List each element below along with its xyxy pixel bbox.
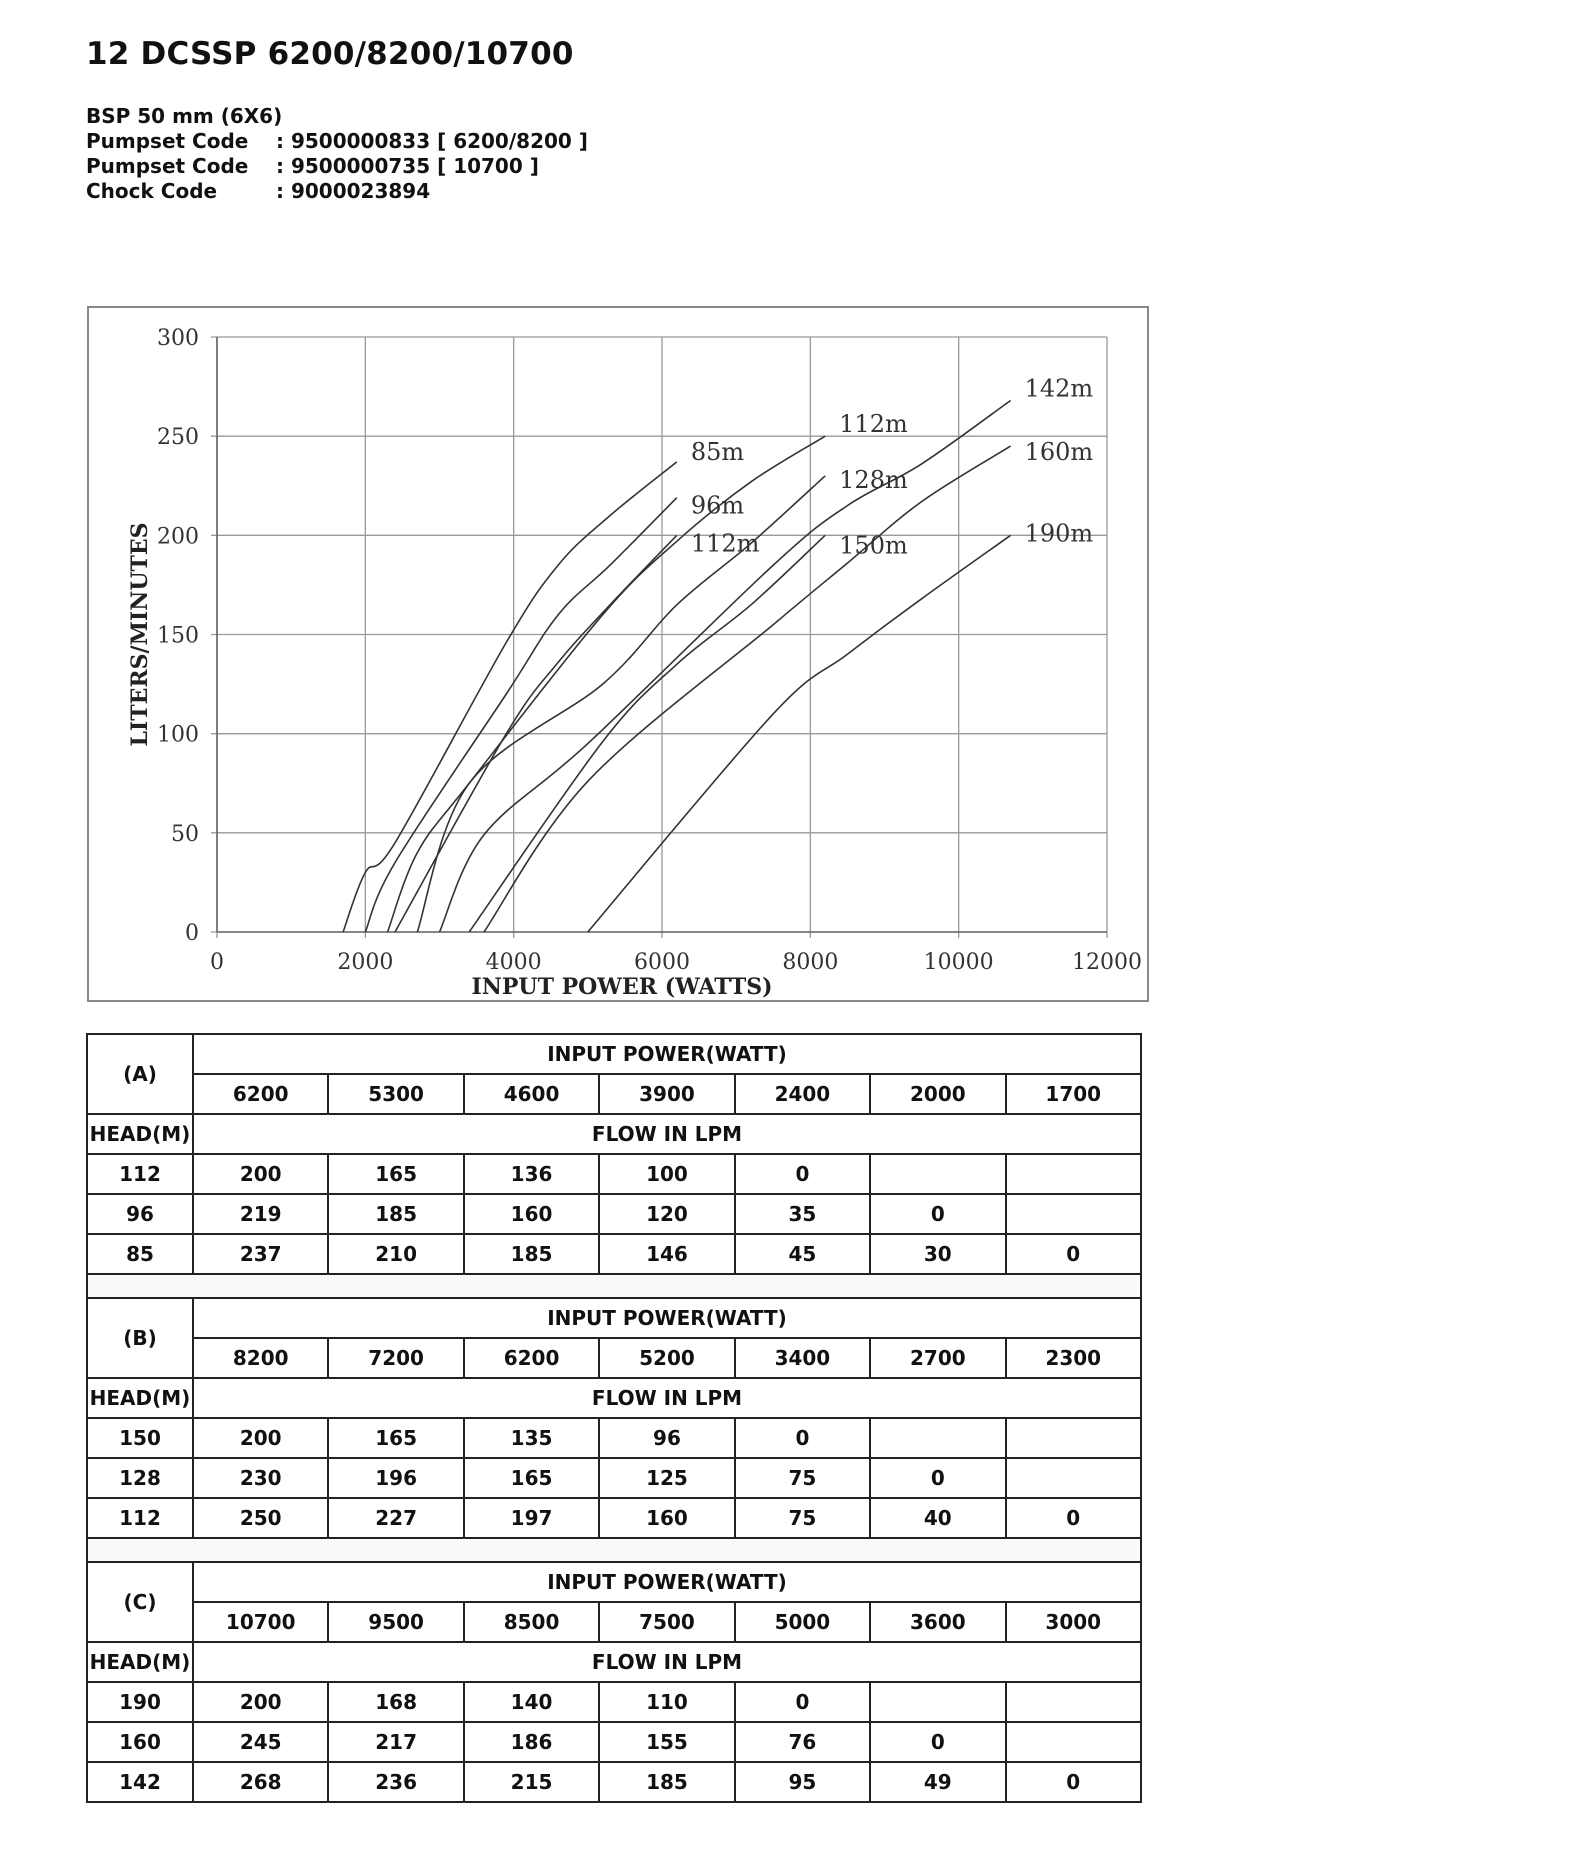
series-line bbox=[417, 476, 825, 932]
power-value: 8500 bbox=[464, 1602, 599, 1642]
power-value: 5000 bbox=[735, 1602, 870, 1642]
flow-value: 165 bbox=[464, 1458, 599, 1498]
flow-value: 0 bbox=[1006, 1498, 1141, 1538]
flow-value: 196 bbox=[328, 1458, 463, 1498]
power-value: 6200 bbox=[193, 1074, 328, 1114]
y-tick-label: 250 bbox=[157, 425, 199, 451]
flow-value: 168 bbox=[328, 1682, 463, 1722]
head-value: 128 bbox=[87, 1458, 193, 1498]
series-line bbox=[365, 498, 677, 932]
flow-header-row bbox=[87, 1114, 1141, 1154]
flow-value: 236 bbox=[328, 1762, 463, 1802]
flow-value: 0 bbox=[870, 1722, 1005, 1762]
power-value: 2000 bbox=[870, 1074, 1005, 1114]
flow-value: 0 bbox=[735, 1154, 870, 1194]
head-value: 160 bbox=[87, 1722, 193, 1762]
flow-value: 140 bbox=[464, 1682, 599, 1722]
power-value: 2400 bbox=[735, 1074, 870, 1114]
flow-header-row bbox=[87, 1378, 1141, 1418]
series-label: 150m bbox=[839, 531, 908, 560]
power-header: INPUT POWER(WATT) bbox=[193, 1562, 1141, 1602]
spec-label: Chock Code bbox=[86, 179, 218, 203]
table-header-row bbox=[87, 1034, 1141, 1074]
table-row bbox=[87, 1458, 1141, 1498]
flow-value: 197 bbox=[464, 1498, 599, 1538]
flow-header-row bbox=[87, 1642, 1141, 1682]
power-value: 2700 bbox=[870, 1338, 1005, 1378]
flow-value: 0 bbox=[1006, 1762, 1141, 1802]
flow-value: 49 bbox=[870, 1762, 1005, 1802]
power-values-row bbox=[87, 1338, 1141, 1378]
table-spacer bbox=[86, 1275, 1142, 1297]
table-row bbox=[87, 1762, 1141, 1802]
flow-value: 110 bbox=[599, 1682, 734, 1722]
performance-tables bbox=[86, 1033, 1142, 1803]
flow-value: 185 bbox=[464, 1234, 599, 1274]
chart-canvas bbox=[89, 308, 1147, 1000]
flow-value: 185 bbox=[328, 1194, 463, 1234]
power-value: 3600 bbox=[870, 1602, 1005, 1642]
y-axis-title: LITERS/MINUTES bbox=[127, 522, 153, 747]
flow-header: FLOW IN LPM bbox=[193, 1378, 1141, 1418]
flow-value: 210 bbox=[328, 1234, 463, 1274]
flow-header: FLOW IN LPM bbox=[193, 1642, 1141, 1682]
performance-table bbox=[86, 1033, 1142, 1275]
spec-block bbox=[86, 104, 588, 204]
flow-value: 215 bbox=[464, 1762, 599, 1802]
table-id-label: (B) bbox=[87, 1298, 193, 1378]
x-tick-label: 6000 bbox=[634, 950, 690, 975]
power-header: INPUT POWER(WATT) bbox=[193, 1298, 1141, 1338]
flow-value: 125 bbox=[599, 1458, 734, 1498]
power-value: 2300 bbox=[1006, 1338, 1141, 1378]
flow-value: 75 bbox=[735, 1458, 870, 1498]
flow-value bbox=[870, 1418, 1005, 1458]
y-tick-label: 0 bbox=[185, 921, 199, 946]
flow-value: 75 bbox=[735, 1498, 870, 1538]
series-label: 160m bbox=[1024, 438, 1094, 467]
power-value: 8200 bbox=[193, 1338, 328, 1378]
spec-value: : 9500000735 [ 10700 ] bbox=[276, 154, 539, 178]
power-value: 4600 bbox=[464, 1074, 599, 1114]
page-title: 12 DCSSP 6200/8200/10700 bbox=[86, 36, 574, 72]
flow-value: 160 bbox=[464, 1194, 599, 1234]
head-value: 85 bbox=[87, 1234, 193, 1274]
head-label: HEAD(M) bbox=[87, 1114, 193, 1154]
flow-value bbox=[1006, 1154, 1141, 1194]
spec-label: Pumpset Code bbox=[86, 129, 249, 153]
table-row bbox=[87, 1722, 1141, 1762]
power-value: 3900 bbox=[599, 1074, 734, 1114]
head-value: 112 bbox=[87, 1498, 193, 1538]
head-value: 142 bbox=[87, 1762, 193, 1802]
spec-label: Pumpset Code bbox=[86, 154, 249, 178]
head-label: HEAD(M) bbox=[87, 1642, 193, 1682]
flow-value: 100 bbox=[599, 1154, 734, 1194]
series-label: 112m bbox=[839, 410, 908, 439]
flow-value bbox=[1006, 1194, 1141, 1234]
head-value: 112 bbox=[87, 1154, 193, 1194]
table-header-row bbox=[87, 1562, 1141, 1602]
power-value: 7500 bbox=[599, 1602, 734, 1642]
spec-row bbox=[86, 154, 588, 179]
power-value: 5300 bbox=[328, 1074, 463, 1114]
flow-value: 186 bbox=[464, 1722, 599, 1762]
flow-value: 120 bbox=[599, 1194, 734, 1234]
flow-value: 136 bbox=[464, 1154, 599, 1194]
series-label: 85m bbox=[690, 437, 745, 466]
flow-value: 227 bbox=[328, 1498, 463, 1538]
flow-value: 35 bbox=[735, 1194, 870, 1234]
series-label: 128m bbox=[839, 465, 908, 494]
series-line bbox=[343, 462, 677, 932]
flow-header: FLOW IN LPM bbox=[193, 1114, 1141, 1154]
flow-value: 0 bbox=[870, 1194, 1005, 1234]
table-id-label: (C) bbox=[87, 1562, 193, 1642]
flow-value: 217 bbox=[328, 1722, 463, 1762]
table-row bbox=[87, 1194, 1141, 1234]
spec-value: : 9000023894 bbox=[276, 179, 431, 203]
flow-value: 245 bbox=[193, 1722, 328, 1762]
series-line bbox=[440, 401, 1011, 933]
flow-value: 0 bbox=[735, 1418, 870, 1458]
y-tick-label: 150 bbox=[157, 623, 199, 649]
flow-value: 165 bbox=[328, 1418, 463, 1458]
flow-value: 165 bbox=[328, 1154, 463, 1194]
series-label: 112m bbox=[690, 529, 760, 558]
flow-value: 185 bbox=[599, 1762, 734, 1802]
power-value: 7200 bbox=[328, 1338, 463, 1378]
power-value: 1700 bbox=[1006, 1074, 1141, 1114]
head-value: 150 bbox=[87, 1418, 193, 1458]
flow-value: 95 bbox=[735, 1762, 870, 1802]
flow-value: 155 bbox=[599, 1722, 734, 1762]
flow-value bbox=[1006, 1458, 1141, 1498]
flow-value bbox=[1006, 1418, 1141, 1458]
flow-value bbox=[870, 1154, 1005, 1194]
spec-row bbox=[86, 179, 588, 204]
x-tick-label: 8000 bbox=[782, 950, 839, 975]
power-value: 10700 bbox=[193, 1602, 328, 1642]
table-row bbox=[87, 1418, 1141, 1458]
head-value: 190 bbox=[87, 1682, 193, 1722]
power-value: 6200 bbox=[464, 1338, 599, 1378]
power-values-row bbox=[87, 1602, 1141, 1642]
table-row bbox=[87, 1234, 1141, 1274]
table-id-label: (A) bbox=[87, 1034, 193, 1114]
flow-value: 237 bbox=[193, 1234, 328, 1274]
table-row bbox=[87, 1154, 1141, 1194]
head-value: 96 bbox=[87, 1194, 193, 1234]
flow-value bbox=[1006, 1722, 1141, 1762]
table-header-row bbox=[87, 1298, 1141, 1338]
flow-value: 0 bbox=[1006, 1234, 1141, 1274]
y-tick-label: 50 bbox=[171, 821, 199, 847]
flow-value: 30 bbox=[870, 1234, 1005, 1274]
flow-value: 268 bbox=[193, 1762, 328, 1802]
flow-value: 250 bbox=[193, 1498, 328, 1538]
performance-table bbox=[86, 1561, 1142, 1803]
flow-value: 146 bbox=[599, 1234, 734, 1274]
x-tick-label: 0 bbox=[210, 950, 224, 975]
flow-value: 200 bbox=[193, 1418, 328, 1458]
power-value: 3400 bbox=[735, 1338, 870, 1378]
x-tick-label: 12000 bbox=[1072, 950, 1142, 975]
power-value: 9500 bbox=[328, 1602, 463, 1642]
x-tick-label: 4000 bbox=[485, 950, 542, 975]
power-value: 5200 bbox=[599, 1338, 734, 1378]
series-label: 190m bbox=[1024, 519, 1094, 548]
y-tick-label: 300 bbox=[157, 326, 199, 351]
flow-value: 96 bbox=[599, 1418, 734, 1458]
y-tick-label: 200 bbox=[157, 524, 199, 550]
x-tick-label: 10000 bbox=[923, 950, 994, 975]
power-values-row bbox=[87, 1074, 1141, 1114]
table-spacer bbox=[86, 1539, 1142, 1561]
spec-value: : 9500000833 [ 6200/8200 ] bbox=[276, 129, 588, 153]
table-row bbox=[87, 1682, 1141, 1722]
flow-value bbox=[1006, 1682, 1141, 1722]
table-row bbox=[87, 1498, 1141, 1538]
flow-value: 160 bbox=[599, 1498, 734, 1538]
flow-value: 230 bbox=[193, 1458, 328, 1498]
y-tick-label: 100 bbox=[157, 722, 199, 748]
series-label: 142m bbox=[1024, 374, 1094, 403]
flow-value: 200 bbox=[193, 1154, 328, 1194]
spec-row bbox=[86, 104, 588, 129]
series-label: 96m bbox=[690, 491, 745, 520]
flow-value: 200 bbox=[193, 1682, 328, 1722]
performance-table bbox=[86, 1297, 1142, 1539]
flow-value: 45 bbox=[735, 1234, 870, 1274]
flow-value: 219 bbox=[193, 1194, 328, 1234]
series-line bbox=[484, 446, 1011, 932]
power-value: 3000 bbox=[1006, 1602, 1141, 1642]
x-axis-title: INPUT POWER (WATTS) bbox=[471, 974, 773, 1000]
x-tick-label: 2000 bbox=[337, 950, 394, 975]
flow-value: 76 bbox=[735, 1722, 870, 1762]
spec-label: BSP 50 mm (6X6) bbox=[86, 104, 283, 128]
flow-value bbox=[870, 1682, 1005, 1722]
series-line bbox=[388, 436, 826, 932]
head-label: HEAD(M) bbox=[87, 1378, 193, 1418]
power-header: INPUT POWER(WATT) bbox=[193, 1034, 1141, 1074]
spec-row bbox=[86, 129, 588, 154]
performance-chart bbox=[87, 306, 1149, 1002]
flow-value: 135 bbox=[464, 1418, 599, 1458]
flow-value: 0 bbox=[735, 1682, 870, 1722]
flow-value: 0 bbox=[870, 1458, 1005, 1498]
flow-value: 40 bbox=[870, 1498, 1005, 1538]
